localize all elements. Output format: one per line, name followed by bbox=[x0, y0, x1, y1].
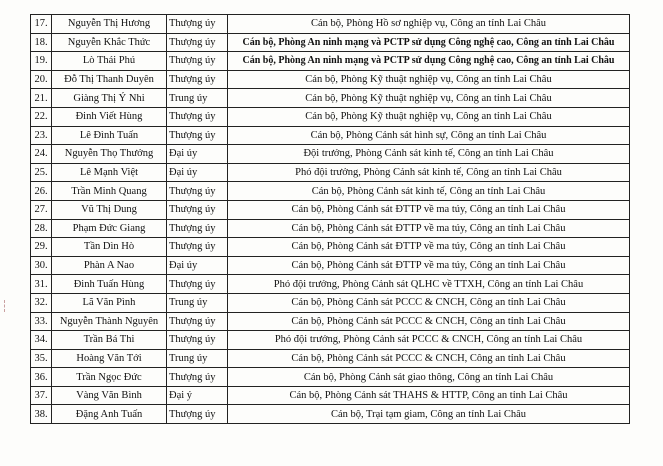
person-position: Cán bộ, Phòng Cảnh sát THAHS & HTTP, Công an tỉnh Lai Châu bbox=[228, 386, 630, 405]
person-rank: Trung úy bbox=[167, 349, 228, 368]
person-name: Trần Ngọc Đức bbox=[52, 368, 167, 387]
person-position: Cán bộ, Phòng Cảnh sát PCCC & CNCH, Công an tỉnh Lai Châu bbox=[228, 293, 630, 312]
person-rank: Thượng úy bbox=[167, 107, 228, 126]
table-row bbox=[31, 405, 630, 424]
row-number: 23. bbox=[31, 126, 52, 145]
person-position: Cán bộ, Phòng Cảnh sát ĐTTP về ma túy, Công an tỉnh Lai Châu bbox=[228, 219, 630, 238]
person-name: Trần Bá Thi bbox=[52, 331, 167, 350]
row-number: 29. bbox=[31, 238, 52, 257]
person-position: Cán bộ, Phòng Cảnh sát ĐTTP về ma túy, Công an tỉnh Lai Châu bbox=[228, 200, 630, 219]
row-number: 33. bbox=[31, 312, 52, 331]
person-position: Phó đội trưởng, Phòng Cảnh sát kinh tế, Công an tỉnh Lai Châu bbox=[228, 163, 630, 182]
person-position: Cán bộ, Phòng Kỹ thuật nghiệp vụ, Công an tỉnh Lai Châu bbox=[228, 89, 630, 108]
person-rank: Đại úy bbox=[167, 163, 228, 182]
row-number: 18. bbox=[31, 33, 52, 52]
person-name: Tần Dìn Hò bbox=[52, 238, 167, 257]
table-row bbox=[31, 89, 630, 108]
person-position: Cán bộ, Phòng Cảnh sát hình sự, Công an tỉnh Lai Châu bbox=[228, 126, 630, 145]
person-rank: Trung úy bbox=[167, 89, 228, 108]
person-position: Cán bộ, Phòng Cảnh sát PCCC & CNCH, Công an tỉnh Lai Châu bbox=[228, 349, 630, 368]
person-name: Nguyễn Thọ Thưởng bbox=[52, 145, 167, 164]
person-rank: Thượng úy bbox=[167, 182, 228, 201]
person-name: Phàn A Nao bbox=[52, 256, 167, 275]
person-name: Nguyễn Thành Nguyên bbox=[52, 312, 167, 331]
table-row bbox=[31, 200, 630, 219]
person-position: Cán bộ, Phòng Cảnh sát PCCC & CNCH, Công an tỉnh Lai Châu bbox=[228, 312, 630, 331]
person-position: Đội trưởng, Phòng Cảnh sát kinh tế, Công an tỉnh Lai Châu bbox=[228, 145, 630, 164]
person-name: Lã Văn Pình bbox=[52, 293, 167, 312]
row-number: 34. bbox=[31, 331, 52, 350]
row-number: 21. bbox=[31, 89, 52, 108]
row-number: 19. bbox=[31, 52, 52, 71]
table-row bbox=[31, 293, 630, 312]
person-position: Cán bộ, Trại tạm giam, Công an tỉnh Lai Châu bbox=[228, 405, 630, 424]
person-rank: Trung úy bbox=[167, 293, 228, 312]
person-rank: Đại úy bbox=[167, 145, 228, 164]
person-rank: Đại úy bbox=[167, 256, 228, 275]
row-number: 24. bbox=[31, 145, 52, 164]
table-row bbox=[31, 368, 630, 387]
row-number: 31. bbox=[31, 275, 52, 294]
table-row bbox=[31, 238, 630, 257]
person-position: Cán bộ, Phòng Cảnh sát ĐTTP về ma túy, Công an tỉnh Lai Châu bbox=[228, 256, 630, 275]
person-position: Cán bộ, Phòng An ninh mạng và PCTP sử dụng Công nghệ cao, Công an tỉnh Lai Châu bbox=[228, 33, 630, 52]
row-number: 22. bbox=[31, 107, 52, 126]
table-row bbox=[31, 312, 630, 331]
person-position: Cán bộ, Phòng Cảnh sát giao thông, Công an tỉnh Lai Châu bbox=[228, 368, 630, 387]
person-rank: Thượng úy bbox=[167, 200, 228, 219]
row-number: 20. bbox=[31, 70, 52, 89]
person-position: Cán bộ, Phòng Kỹ thuật nghiệp vụ, Công an tỉnh Lai Châu bbox=[228, 107, 630, 126]
person-rank: Thượng úy bbox=[167, 238, 228, 257]
person-rank: Thượng úy bbox=[167, 275, 228, 294]
person-name: Lê Đình Tuấn bbox=[52, 126, 167, 145]
person-name: Hoàng Văn Tới bbox=[52, 349, 167, 368]
table-row bbox=[31, 331, 630, 350]
person-rank: Thượng úy bbox=[167, 33, 228, 52]
table-row bbox=[31, 33, 630, 52]
personnel-table bbox=[30, 14, 630, 424]
table-row bbox=[31, 275, 630, 294]
person-rank: Thượng úy bbox=[167, 405, 228, 424]
person-name: Đỗ Thị Thanh Duyên bbox=[52, 70, 167, 89]
row-number: 25. bbox=[31, 163, 52, 182]
person-rank: Thượng úy bbox=[167, 312, 228, 331]
person-position: Cán bộ, Phòng Cảnh sát ĐTTP về ma túy, Công an tỉnh Lai Châu bbox=[228, 238, 630, 257]
person-rank: Thượng úy bbox=[167, 52, 228, 71]
person-rank: Thượng úy bbox=[167, 126, 228, 145]
person-rank: Thượng úy bbox=[167, 368, 228, 387]
scan-edge-mark bbox=[4, 300, 7, 312]
person-name: Giàng Thị Ý Nhi bbox=[52, 89, 167, 108]
row-number: 26. bbox=[31, 182, 52, 201]
person-rank: Thượng úy bbox=[167, 15, 228, 34]
person-name: Đặng Anh Tuấn bbox=[52, 405, 167, 424]
table-row bbox=[31, 386, 630, 405]
person-name: Lê Mạnh Việt bbox=[52, 163, 167, 182]
table-row bbox=[31, 107, 630, 126]
row-number: 27. bbox=[31, 200, 52, 219]
row-number: 38. bbox=[31, 405, 52, 424]
table-row bbox=[31, 145, 630, 164]
person-rank: Đại ý bbox=[167, 386, 228, 405]
person-name: Đinh Viết Hùng bbox=[52, 107, 167, 126]
row-number: 28. bbox=[31, 219, 52, 238]
person-name: Vũ Thị Dung bbox=[52, 200, 167, 219]
row-number: 17. bbox=[31, 15, 52, 34]
person-position: Cán bộ, Phòng Hồ sơ nghiệp vụ, Công an tỉnh Lai Châu bbox=[228, 15, 630, 34]
row-number: 30. bbox=[31, 256, 52, 275]
table-row bbox=[31, 219, 630, 238]
person-name: Vàng Văn Bình bbox=[52, 386, 167, 405]
person-position: Phó đội trưởng, Phòng Cảnh sát PCCC & CNCH, Công an tỉnh Lai Châu bbox=[228, 331, 630, 350]
row-number: 36. bbox=[31, 368, 52, 387]
person-rank: Thượng úy bbox=[167, 331, 228, 350]
person-name: Nguyễn Khắc Thức bbox=[52, 33, 167, 52]
table-row bbox=[31, 163, 630, 182]
person-name: Đinh Tuấn Hùng bbox=[52, 275, 167, 294]
person-position: Cán bộ, Phòng An ninh mạng và PCTP sử dụng Công nghệ cao, Công an tỉnh Lai Châu bbox=[228, 52, 630, 71]
table-row bbox=[31, 256, 630, 275]
person-name: Nguyễn Thị Hương bbox=[52, 15, 167, 34]
person-name: Lò Thái Phú bbox=[52, 52, 167, 71]
person-rank: Thượng úy bbox=[167, 219, 228, 238]
row-number: 37. bbox=[31, 386, 52, 405]
row-number: 35. bbox=[31, 349, 52, 368]
personnel-table-body bbox=[31, 15, 630, 424]
person-name: Phạm Đức Giang bbox=[52, 219, 167, 238]
person-position: Phó đội trưởng, Phòng Cảnh sát QLHC về TTXH, Công an tỉnh Lai Châu bbox=[228, 275, 630, 294]
person-position: Cán bộ, Phòng Cảnh sát kinh tế, Công an tỉnh Lai Châu bbox=[228, 182, 630, 201]
person-name: Trần Minh Quang bbox=[52, 182, 167, 201]
table-row bbox=[31, 126, 630, 145]
table-row bbox=[31, 52, 630, 71]
row-number: 32. bbox=[31, 293, 52, 312]
table-row bbox=[31, 70, 630, 89]
person-rank: Thượng úy bbox=[167, 70, 228, 89]
table-row bbox=[31, 349, 630, 368]
table-row bbox=[31, 15, 630, 34]
table-row bbox=[31, 182, 630, 201]
person-position: Cán bộ, Phòng Kỹ thuật nghiệp vụ, Công an tỉnh Lai Châu bbox=[228, 70, 630, 89]
